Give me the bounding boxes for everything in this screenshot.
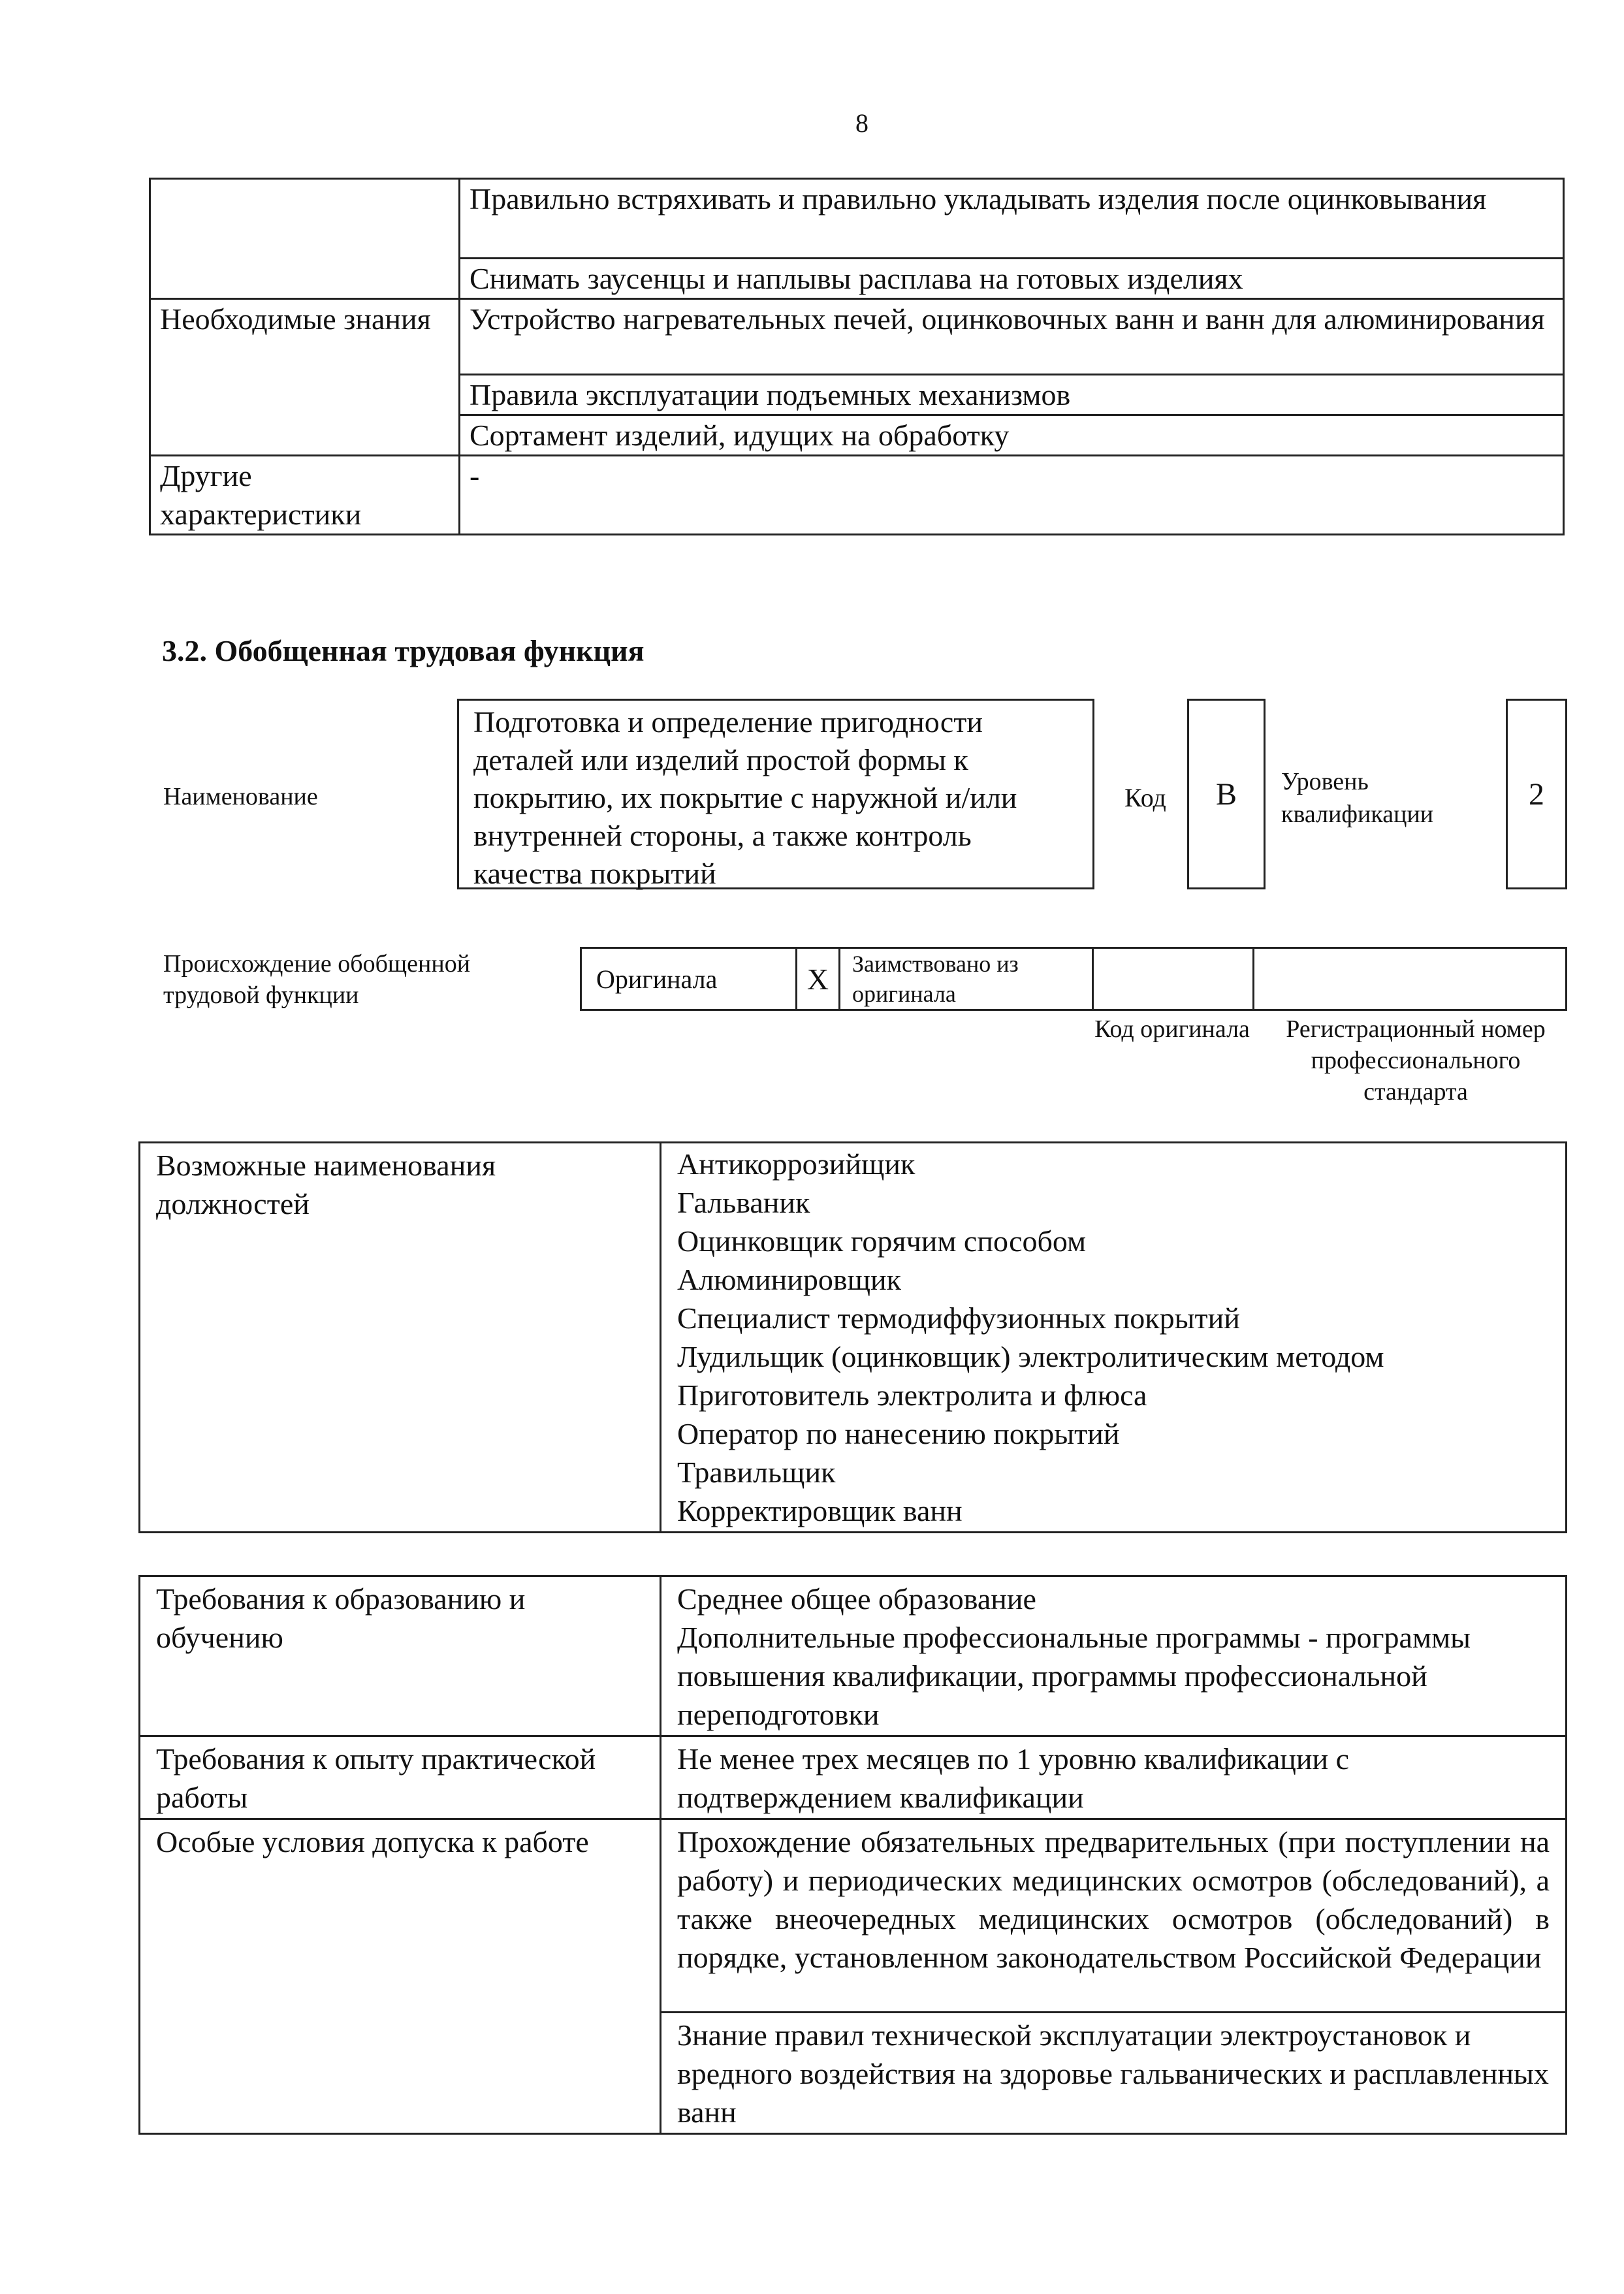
level-label: Уровень квалификации — [1281, 768, 1434, 828]
admission-item: Знание правил технической эксплуатации электроустановок и вредного воздействия на здоровье гальванических и расплавленных ванн — [661, 2013, 1567, 2134]
name-label: Наименование — [163, 783, 318, 810]
code-box: B — [1187, 699, 1266, 889]
position-item: Лудильщик (оцинковщик) электролитическим методом — [677, 1340, 1384, 1373]
knowledge-item: Устройство нагревательных печей, оцинковочных ванн и ванн для алюминирования — [460, 299, 1564, 375]
original-mark: X — [797, 948, 840, 1010]
original-code-cell — [1093, 948, 1254, 1010]
registration-number-cell — [1254, 948, 1567, 1010]
other-value: - — [460, 456, 1564, 535]
knowledge-label: Необходимые знания — [150, 299, 460, 456]
position-item: Алюминировщик — [677, 1263, 902, 1296]
position-item: Антикоррозийщик — [677, 1147, 915, 1181]
position-item: Гальваник — [677, 1186, 810, 1219]
experience-label: Требования к опыту практической работы — [140, 1736, 661, 1819]
position-item: Приготовитель электролита и флюса — [677, 1378, 1147, 1412]
empty-label-cell — [150, 179, 460, 299]
education-line: Среднее общее образование — [677, 1582, 1036, 1616]
code-original-caption: Код оригинала — [1094, 1015, 1250, 1043]
education-label: Требования к образованию и обучению — [140, 1576, 661, 1736]
origin-table — [580, 947, 1567, 1011]
education-value — [661, 1576, 1567, 1736]
position-item: Оцинковщик горячим способом — [677, 1224, 1087, 1258]
position-item: Корректировщик ванн — [677, 1494, 963, 1527]
admission-label: Особые условия допуска к работе — [140, 1819, 661, 2134]
requirements-table — [138, 1575, 1567, 2135]
borrowed-label: Заимствовано из оригинала — [840, 948, 1093, 1010]
experience-value: Не менее трех месяцев по 1 уровню квалификации с подтверждением квалификации — [661, 1736, 1567, 1819]
position-item: Специалист термодиффузионных покрытий — [677, 1301, 1240, 1335]
admission-item: Прохождение обязательных предварительных (при поступлении на работу) и периодических медицинских осмотров (обследований), а также внеочередных медицинских осмотров (обследований) в порядке, установленном законодательством Российской Федерации — [661, 1819, 1567, 2013]
positions-list — [661, 1143, 1567, 1533]
skill-item: Снимать заусенцы и наплывы расплава на готовых изделиях — [460, 259, 1564, 299]
knowledge-item: Сортамент изделий, идущих на обработку — [460, 415, 1564, 456]
position-item: Травильщик — [677, 1456, 836, 1489]
education-line: Дополнительные профессиональные программы - программы повышения квалификации, программы профессиональной переподготовки — [677, 1621, 1471, 1731]
positions-table — [138, 1141, 1567, 1533]
original-label: Оригинала — [581, 948, 797, 1010]
registration-number-caption: Регистрационный номер профессионального стандарта — [1286, 1015, 1546, 1106]
function-name-box: Подготовка и определение пригодности деталей или изделий простой формы к покрытию, их покрытие с наружной и/или внутренней стороны, а также контроль качества покрытий — [457, 699, 1094, 889]
code-label: Код — [1124, 783, 1166, 812]
level-box: 2 — [1506, 699, 1567, 889]
knowledge-item: Правила эксплуатации подъемных механизмов — [460, 375, 1564, 415]
origin-label: Происхождение обобщенной трудовой функции — [163, 950, 471, 1009]
position-item: Оператор по нанесению покрытий — [677, 1417, 1120, 1450]
positions-label: Возможные наименования должностей — [140, 1143, 661, 1533]
skills-knowledge-table — [149, 178, 1565, 535]
section-heading: 3.2. Обобщенная трудовая функция — [162, 634, 645, 667]
skill-item: Правильно встряхивать и правильно укладывать изделия после оцинковывания — [460, 179, 1564, 259]
other-label: Другие характеристики — [150, 456, 460, 535]
page-number: 8 — [855, 108, 868, 138]
